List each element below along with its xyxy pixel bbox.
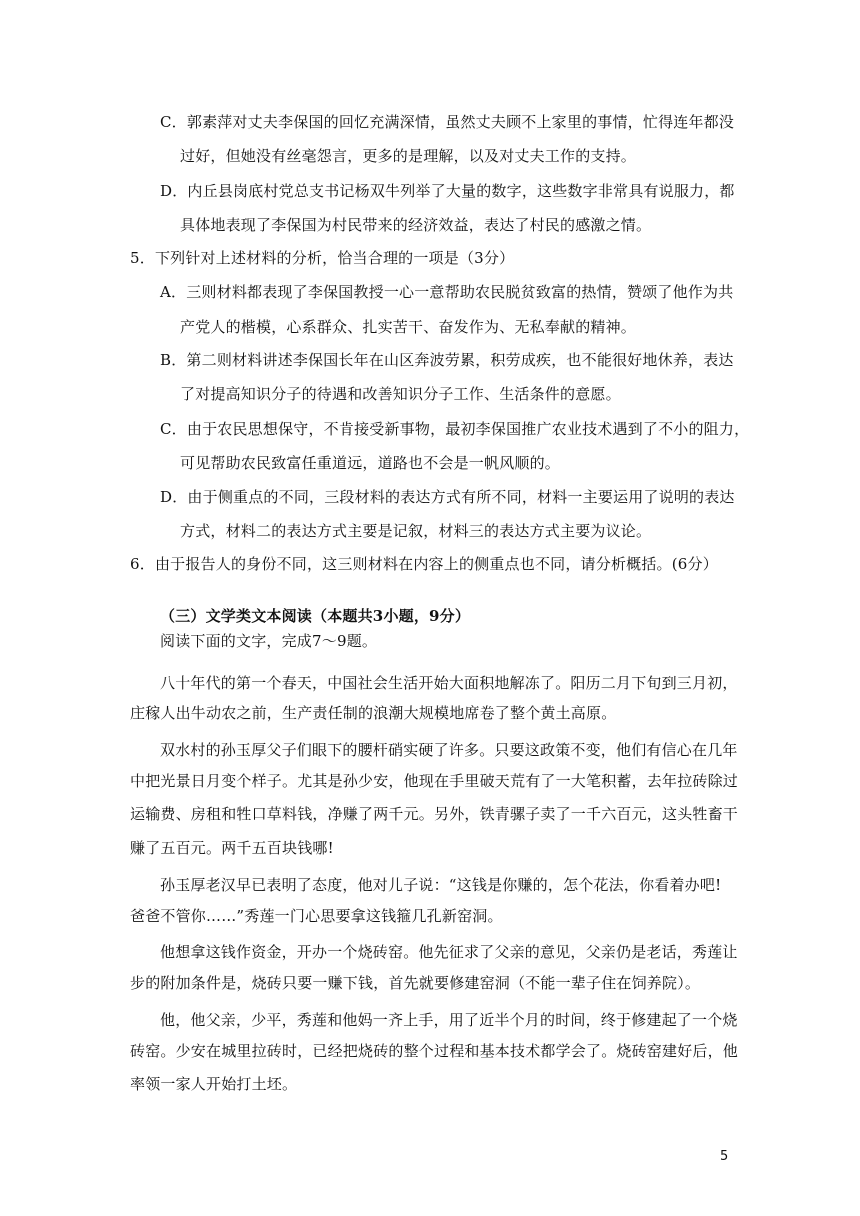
section-instruction: 阅读下面的文字，完成7～9题。	[160, 632, 378, 650]
passage-p5-line2: 砖窑。少安在城里拉砖时，已经把烧砖的整个过程和基本技术都学会了。烧砖窑建好后，他	[130, 1042, 739, 1060]
passage-p4-line1: 他想拿这钱作资金，开办一个烧砖窑。他先征求了父亲的意见，父亲仍是老话，秀莲让	[160, 943, 738, 961]
q5-option-c-cont: 可见帮助农民致富任重道远，道路也不会是一帆风顺的。	[180, 454, 561, 472]
passage-p1-line2: 庄稼人出牛动农之前，生产责任制的浪潮大规模地席卷了整个黄土高原。	[130, 704, 617, 722]
q5-option-c: C．由于农民思想保守，不肯接受新事物，最初李保国推广农业技术遇到了不小的阻力，	[160, 420, 750, 438]
passage-p5-line3: 率领一家人开始打土坯。	[130, 1075, 298, 1093]
page-number: 5	[720, 1149, 729, 1164]
q5-option-b: B．第二则材料讲述李保国长年在山区奔波劳累，积劳成疾，也不能很好地休养，表达	[160, 351, 734, 369]
q5-option-d-cont: 方式，材料二的表达方式主要是记叙，材料三的表达方式主要为议论。	[180, 522, 652, 540]
passage-p3-line2: 爸爸不管你……”秀莲一门心思要拿这钱箍几孔新窑洞。	[130, 907, 503, 925]
passage-p5-line1: 他，他父亲，少平，秀莲和他妈一齐上手，用了近半个月的时间，终于修建起了一个烧	[160, 1011, 738, 1029]
q4-option-c: C．郭素萍对丈夫李保国的回忆充满深情，虽然丈夫顾不上家里的事情，忙得连年都没	[160, 113, 735, 131]
question-5-stem: 5．下列针对上述材料的分析，恰当合理的一项是（3分）	[130, 249, 515, 267]
passage-p2-line3: 运输费、房租和牲口草料钱，净赚了两千元。另外，铁青骡子卖了一千六百元，这头牲畜干	[130, 805, 739, 823]
question-6: 6．由于报告人的身份不同，这三则材料在内容上的侧重点也不同，请分析概括。(6分）	[130, 555, 718, 573]
passage-p1-line1: 八十年代的第一个春天，中国社会生活开始大面积地解冻了。阳历二月下旬到三月初，	[160, 674, 738, 692]
q5-option-a: A．三则材料都表现了李保国教授一心一意帮助农民脱贫致富的热情，赞颂了他作为共	[160, 283, 734, 301]
section-title: （三）文学类文本阅读（本题共3小题，9分）	[160, 607, 471, 625]
passage-p4-line2: 步的附加条件是，烧砖只要一赚下钱，首先就要修建窑洞（不能一辈子住在饲养院）。	[130, 974, 701, 992]
q5-option-d: D．由于侧重点的不同，三段材料的表达方式有所不同，材料一主要运用了说明的表达	[160, 488, 735, 506]
passage-p2-line4: 赚了五百元。两千五百块钱哪!	[130, 839, 334, 857]
passage-p3-line1: 孙玉厚老汉早已表明了态度，他对儿子说：“这钱是你赚的，怎个花法，你看着办吧!	[160, 876, 722, 894]
q4-option-d-cont: 具体地表现了李保国为村民带来的经济效益，表达了村民的感激之情。	[180, 216, 652, 234]
passage-p2-line1: 双水村的孙玉厚父子们眼下的腰杆硝实硬了许多。只要这政策不变，他们有信心在几年	[160, 741, 738, 759]
passage-p2-line2: 中把光景日月变个样子。尤其是孙少安，他现在手里破天荒有了一大笔积蓄，去年拉砖除过	[130, 772, 739, 790]
q4-option-d: D．内丘县岗底村党总支书记杨双牛列举了大量的数字，这些数字非常具有说服力，都	[160, 182, 735, 200]
q4-option-c-cont: 过好，但她没有丝毫怨言，更多的是理解，以及对丈夫工作的支持。	[180, 147, 637, 165]
q5-option-b-cont: 了对提高知识分子的待遇和改善知识分子工作、生活条件的意愿。	[180, 385, 621, 403]
q5-option-a-cont: 产党人的楷模，心系群众、扎实苦干、奋发作为、无私奉献的精神。	[180, 318, 637, 336]
